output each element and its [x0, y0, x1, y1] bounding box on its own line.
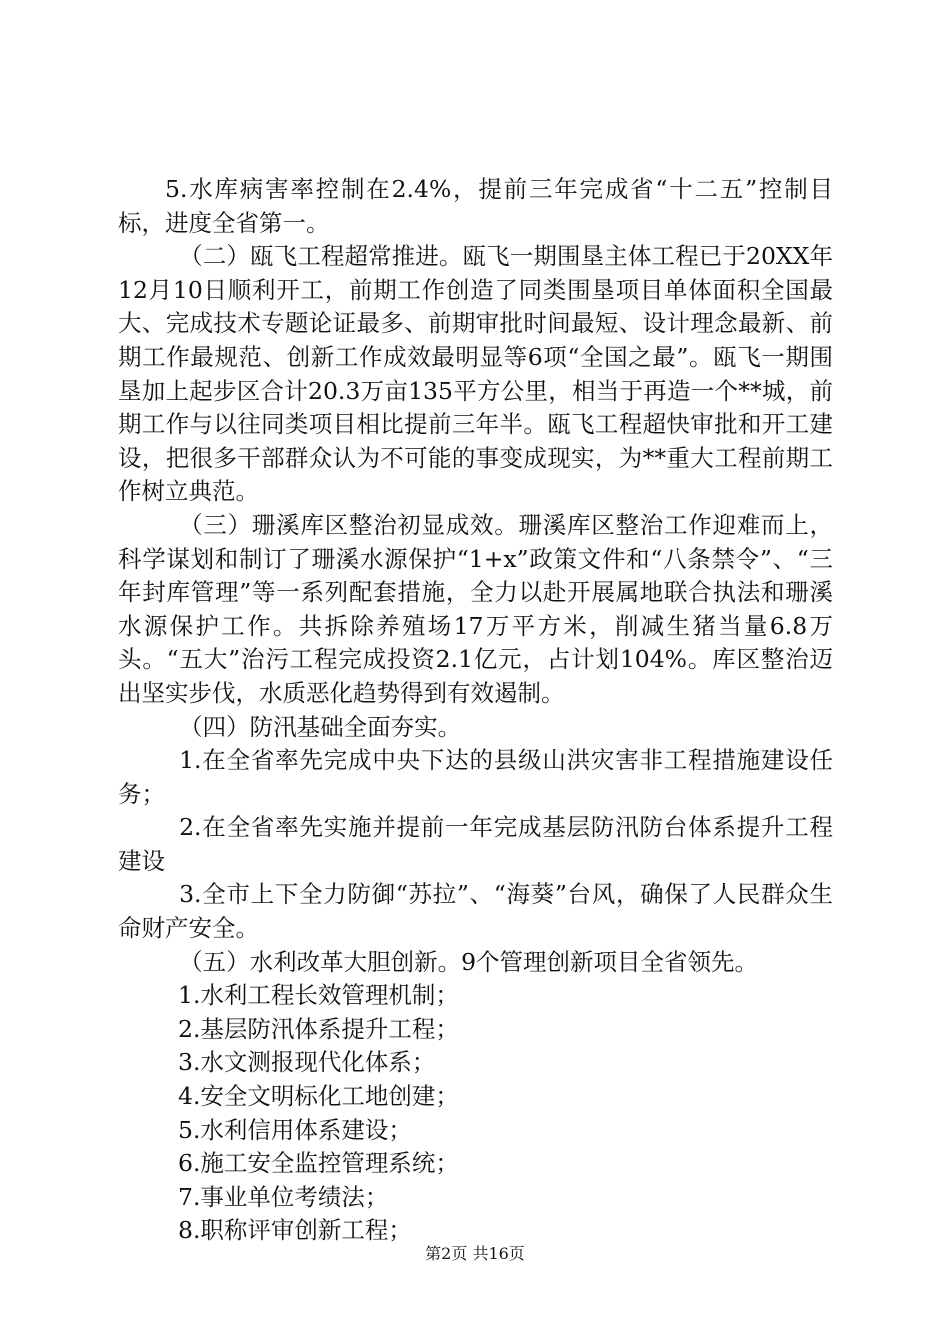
list-item: 3.水文测报现代化体系； — [178, 1048, 436, 1077]
paragraph-flood-control-heading: （四）防汛基础全面夯实。 — [179, 712, 462, 741]
list-item: 4.安全文明标化工地创建； — [178, 1082, 459, 1111]
paragraph-flood-item-1: 1.在全省率先完成中央下达的县级山洪灾害非工程措施建设任务； — [118, 746, 833, 808]
page-number-footer: 第2页 共16页 — [425, 1244, 525, 1263]
list-item: 6.施工安全监控管理系统； — [178, 1149, 459, 1178]
list-item: 5.水利信用体系建设； — [178, 1115, 412, 1144]
paragraph-flood-item-3: 3.全市上下全力防御“苏拉”、“海葵”台风，确保了人民群众生命财产安全。 — [118, 880, 833, 943]
paragraph-reform-heading: （五）水利改革大胆创新。9个管理创新项目全省领先。 — [179, 947, 759, 976]
paragraph-flood-item-2: 2.在全省率先实施并提前一年完成基层防汛防台体系提升工程建设 — [118, 813, 833, 875]
list-item: 7.事业单位考绩法； — [178, 1182, 389, 1211]
paragraph-shanxi-reservoir: （三）珊溪库区整治初显成效。珊溪库区整治工作迎难而上，科学谋划和制订了珊溪水源保护“1+x”政策文件和“八条禁令”、“三年封库管理”等一系列配套措施，全力以赴开展属地联合执法和珊溪水源保护工作。共拆除养殖场17万平方米，削减生猪当量6.8万头。“五大”治污工程完成投资2.1亿元，占计划104%。库区整治迈出坚实步伐，水质恶化趋势得到有效遏制。 — [118, 510, 833, 707]
list-item: 2.基层防汛体系提升工程； — [178, 1014, 459, 1043]
document-body — [118, 173, 833, 1248]
paragraph-oufei-project: （二）瓯飞工程超常推进。瓯飞一期围垦主体工程已于20XX年12月10日顺利开工，前期工作创造了同类围垦项目单体面积全国最大、完成技术专题论证最多、前期审批时间最短、设计理念最新、前期工作最规范、创新工作成效最明显等6项“全国之最”。瓯飞一期围垦加上起步区合计20.3万亩135平方公里，相当于再造一个**城，前期工作与以往同类项目相比提前三年半。瓯飞工程超快审批和开工建设，把很多干部群众认为不可能的事变成现实，为**重大工程前期工作树立典范。 — [118, 242, 833, 506]
list-item: 1.水利工程长效管理机制； — [178, 981, 459, 1010]
list-item: 8.职称评审创新工程； — [178, 1216, 412, 1245]
paragraph-reservoir-risk: 5.水库病害率控制在2.4%，提前三年完成省“十二五”控制目标，进度全省第一。 — [118, 175, 833, 237]
